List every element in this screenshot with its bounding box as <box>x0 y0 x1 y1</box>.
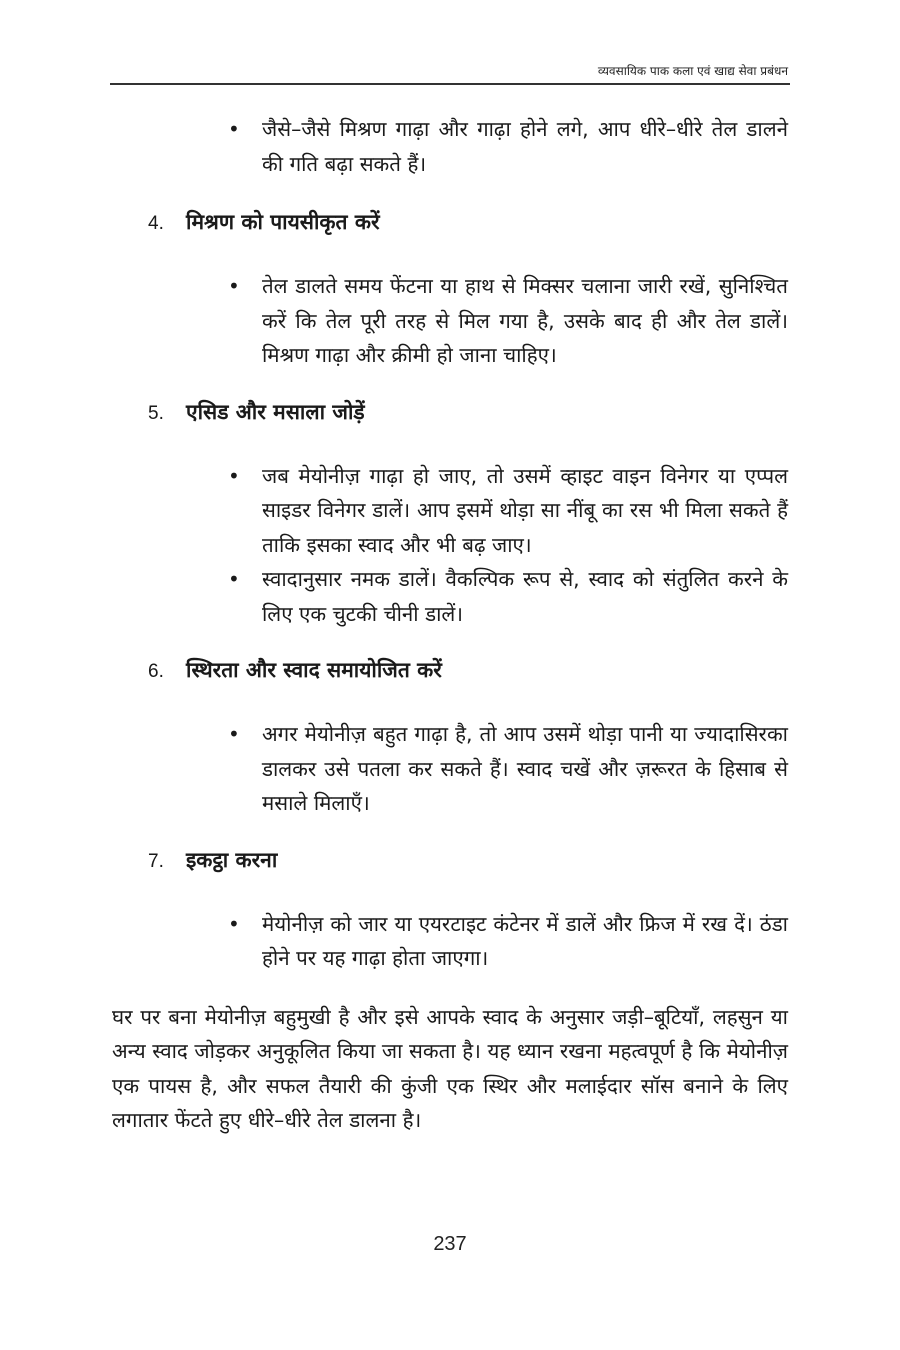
bullet-icon: • <box>228 911 240 936</box>
bullet-icon: • <box>228 274 240 298</box>
section-heading <box>148 655 788 687</box>
bullet-icon: • <box>228 567 240 591</box>
bullet-text: स्वादानुसार नमक डालें। वैकल्पिक रूप से, स्वाद को संतुलित करने के लिए एक चुटकी चीनी डालें। <box>262 567 788 626</box>
section-heading <box>148 845 788 877</box>
section-title: इकट्ठा करना <box>186 847 278 872</box>
list-item <box>228 562 788 631</box>
list-item <box>228 269 788 373</box>
bullet-text: मेयोनीज़ को जार या एयरटाइट कंटेनर में डालें और फ्रिज में रख दें। ठंडा होने पर यह गाढ़ा होता जाएगा। <box>262 911 788 970</box>
section-number: 4. <box>148 213 164 234</box>
page-body <box>112 112 788 1138</box>
bullet-list <box>112 717 788 821</box>
section-consistency <box>112 655 788 821</box>
list-item <box>228 717 788 821</box>
section-number: 5. <box>148 402 164 424</box>
section-heading <box>148 207 788 239</box>
bullet-text: जब मेयोनीज़ गाढ़ा हो जाए, तो उसमें व्हाइट वाइन विनेगर या एप्पल साइडर विनेगर डालें। आप इसमें थोड़ा सा नींबू का रस भी मिला सकते हैं ताकि इसका स्वाद और भी बढ़ जाए। <box>262 463 788 557</box>
section-title: एसिड और मसाला जोड़ें <box>186 399 365 424</box>
bullet-list <box>112 459 788 632</box>
list-item <box>228 907 788 976</box>
bullet-icon: • <box>228 722 240 746</box>
running-header: व्यवसायिक पाक कला एवं खाद्य सेवा प्रबंधन <box>597 64 788 78</box>
section-heading <box>148 397 788 429</box>
intro-bullet-list <box>112 112 788 181</box>
bullet-text: तेल डालते समय फेंटना या हाथ से मिक्सर चलाना जारी रखें, सुनिश्चित करें कि तेल पूरी तरह से मिल गया है, उसके बाद ही और तेल डालें। मिश्रण गाढ़ा और क्रीमी हो जाना चाहिए। <box>262 274 788 367</box>
section-storage <box>112 845 788 976</box>
bullet-list <box>112 269 788 373</box>
bullet-icon: • <box>228 463 240 488</box>
section-number: 6. <box>148 661 164 682</box>
page-number: 237 <box>433 1233 467 1255</box>
bullet-icon: • <box>228 117 240 141</box>
section-title: मिश्रण को पायसीकृत करें <box>186 210 380 234</box>
list-item <box>228 112 788 181</box>
bullet-list <box>112 907 788 976</box>
section-number: 7. <box>148 850 164 872</box>
section-acid-seasoning <box>112 397 788 632</box>
list-item <box>228 459 788 563</box>
closing-paragraph: घर पर बना मेयोनीज़ बहुमुखी है और इसे आपके स्वाद के अनुसार जड़ी–बूटियाँ, लहसुन या अन्य स्वाद जोड़कर अनुकूलित किया जा सकता है। यह ध्यान रखना महत्वपूर्ण है कि मेयोनीज़ एक पायस है, और सफल तैयारी की कुंजी एक स्थिर और मलाईदार सॉस बनाने के लिए लगातार फेंटते हुए धीरे–धीरे तेल डालना है। <box>112 1004 788 1132</box>
header-divider <box>110 83 790 85</box>
section-emulsify <box>112 207 788 373</box>
section-title: स्थिरता और स्वाद समायोजित करें <box>186 658 442 682</box>
bullet-text: अगर मेयोनीज़ बहुत गाढ़ा है, तो आप उसमें थोड़ा पानी या ज्यादासिरका डालकर उसे पतला कर सकते हैं। स्वाद चखें और ज़रूरत के हिसाब से मसाले मिलाएँ। <box>262 722 788 815</box>
bullet-text: जैसे–जैसे मिश्रण गाढ़ा और गाढ़ा होने लगे, आप धीरे–धीरे तेल डालने की गति बढ़ा सकते हैं। <box>262 117 788 176</box>
